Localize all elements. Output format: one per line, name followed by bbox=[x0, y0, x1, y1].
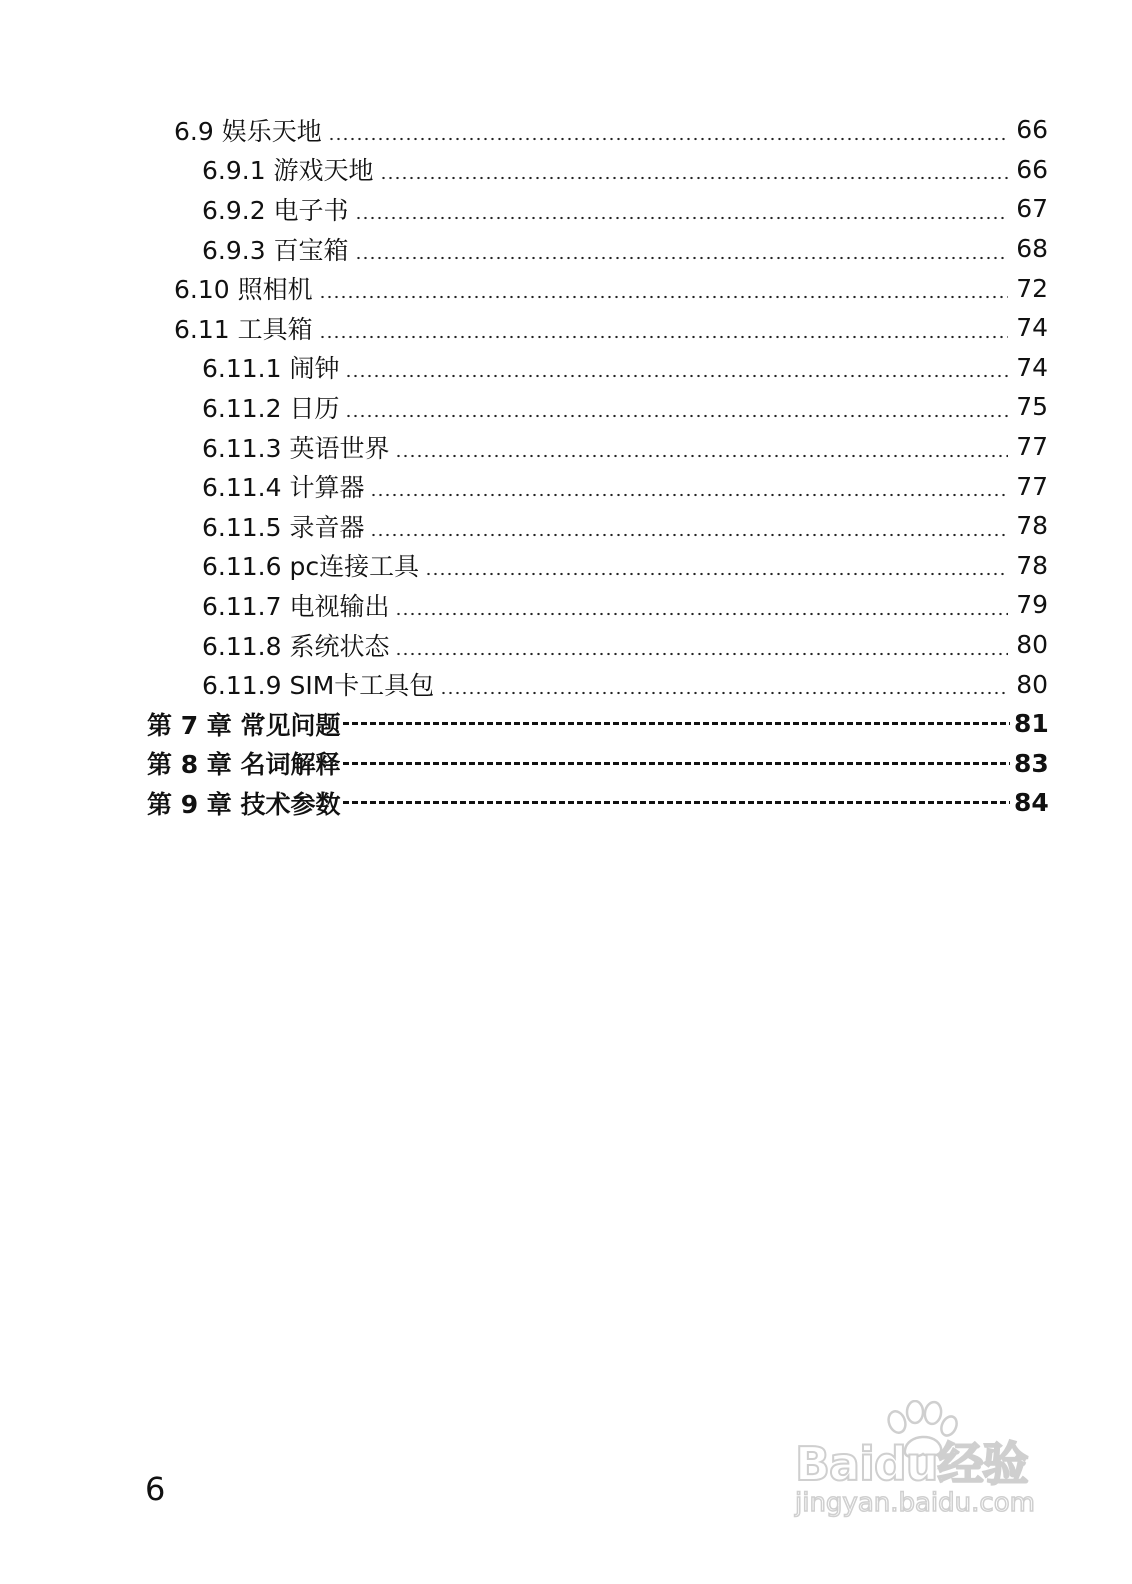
toc-entry-6-9-1[interactable] bbox=[0, 150, 1132, 190]
dot-leader bbox=[395, 612, 1008, 616]
toc-entry-6-9[interactable] bbox=[0, 110, 1132, 150]
table-of-contents bbox=[0, 110, 1132, 823]
toc-entry-page: 75 bbox=[1016, 392, 1048, 422]
toc-entry-page: 78 bbox=[1016, 550, 1048, 580]
dot-leader bbox=[319, 335, 1008, 339]
toc-entry-page: 74 bbox=[1016, 352, 1048, 382]
toc-entry-page: 78 bbox=[1016, 511, 1048, 541]
toc-entry-6-11-1[interactable] bbox=[0, 348, 1132, 388]
dash-leader bbox=[343, 762, 1010, 765]
toc-entry-chapter-9[interactable] bbox=[0, 783, 1132, 823]
toc-entry-6-11-3[interactable] bbox=[0, 427, 1132, 467]
toc-entry-page: 66 bbox=[1016, 154, 1048, 184]
page-number: 6 bbox=[145, 1470, 166, 1508]
dot-leader bbox=[355, 256, 1008, 260]
toc-entry-6-11-8[interactable] bbox=[0, 625, 1132, 665]
toc-entry-label: 6.11.3 英语世界 bbox=[202, 433, 390, 463]
dot-leader bbox=[440, 691, 1008, 695]
toc-entry-label: 6.11.7 电视输出 bbox=[202, 591, 390, 621]
toc-entry-6-11-9[interactable] bbox=[0, 664, 1132, 704]
dot-leader bbox=[355, 216, 1008, 220]
toc-entry-6-11-2[interactable] bbox=[0, 387, 1132, 427]
toc-entry-page: 66 bbox=[1016, 115, 1048, 145]
dot-leader bbox=[380, 176, 1008, 180]
toc-entry-label: 第 7 章 常见问题 bbox=[147, 710, 341, 740]
toc-entry-label: 6.11.5 录音器 bbox=[202, 512, 365, 542]
toc-entry-label: 6.9.3 百宝箱 bbox=[202, 235, 349, 265]
toc-entry-label: 6.11 工具箱 bbox=[174, 314, 313, 344]
toc-entry-label: 第 8 章 名词解释 bbox=[147, 750, 341, 780]
toc-entry-label: 6.9.2 电子书 bbox=[202, 195, 349, 225]
toc-entry-page: 80 bbox=[1016, 630, 1048, 660]
toc-entry-page: 84 bbox=[1014, 788, 1049, 818]
dot-leader bbox=[370, 533, 1008, 537]
toc-entry-label: 6.11.6 pc连接工具 bbox=[202, 552, 420, 582]
dot-leader bbox=[319, 295, 1008, 299]
dot-leader bbox=[328, 137, 1008, 141]
toc-entry-label: 6.9.1 游戏天地 bbox=[202, 156, 374, 186]
toc-entry-page: 74 bbox=[1016, 313, 1048, 343]
baidu-jingyan-watermark bbox=[795, 1400, 1060, 1530]
toc-entry-page: 83 bbox=[1014, 748, 1049, 778]
baidu-jingyan-logo: Baidu经验 bbox=[795, 1437, 1028, 1491]
toc-entry-chapter-8[interactable] bbox=[0, 744, 1132, 784]
toc-entry-page: 72 bbox=[1016, 273, 1048, 303]
dash-leader bbox=[343, 801, 1010, 804]
dot-leader bbox=[345, 414, 1008, 418]
dot-leader bbox=[425, 572, 1008, 576]
toc-entry-page: 77 bbox=[1016, 471, 1048, 501]
toc-entry-label: 6.11.2 日历 bbox=[202, 393, 340, 423]
toc-entry-6-11-4[interactable] bbox=[0, 466, 1132, 506]
toc-entry-label: 6.11.1 闹钟 bbox=[202, 354, 340, 384]
toc-entry-page: 67 bbox=[1016, 194, 1048, 224]
toc-entry-label: 6.11.4 计算器 bbox=[202, 473, 365, 503]
toc-entry-6-11-6[interactable] bbox=[0, 546, 1132, 586]
toc-entry-chapter-7[interactable] bbox=[0, 704, 1132, 744]
toc-entry-page: 79 bbox=[1016, 590, 1048, 620]
toc-entry-6-11-5[interactable] bbox=[0, 506, 1132, 546]
toc-entry-6-11-7[interactable] bbox=[0, 585, 1132, 625]
dot-leader bbox=[395, 454, 1008, 458]
toc-entry-page: 80 bbox=[1016, 669, 1048, 699]
dot-leader bbox=[395, 652, 1008, 656]
watermark-site-url: jingyan.baidu.com bbox=[795, 1488, 1035, 1518]
toc-entry-6-9-3[interactable] bbox=[0, 229, 1132, 269]
toc-entry-6-10[interactable] bbox=[0, 268, 1132, 308]
toc-entry-6-9-2[interactable] bbox=[0, 189, 1132, 229]
toc-entry-page: 68 bbox=[1016, 234, 1048, 264]
toc-entry-label: 第 9 章 技术参数 bbox=[147, 789, 341, 819]
toc-entry-6-11[interactable] bbox=[0, 308, 1132, 348]
dot-leader bbox=[370, 493, 1008, 497]
dash-leader bbox=[343, 722, 1010, 725]
toc-entry-label: 6.11.8 系统状态 bbox=[202, 631, 390, 661]
toc-entry-page: 77 bbox=[1016, 432, 1048, 462]
toc-entry-label: 6.9 娱乐天地 bbox=[174, 116, 322, 146]
toc-entry-label: 6.11.9 SIM卡工具包 bbox=[202, 671, 435, 701]
dot-leader bbox=[345, 374, 1008, 378]
toc-entry-label: 6.10 照相机 bbox=[174, 275, 313, 305]
toc-entry-page: 81 bbox=[1014, 709, 1049, 739]
